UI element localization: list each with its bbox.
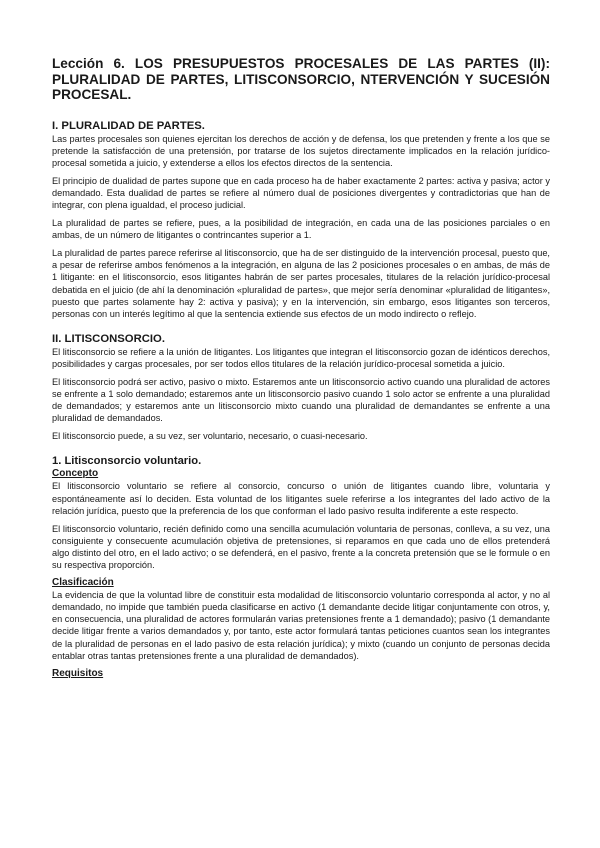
paragraph: La pluralidad de partes parece referirse al litisconsorcio, que ha de ser distinguido de la intervención procesal, puesto que, a pesar de referirse ambos fenómenos a la integración, en alguna de las 2 posiciones procesales o en ambas, de más de 1 litigante: en el litisconsorcio, esos litigantes habrán de ser partes procesales, titulares de la relación jurídico-procesal debatida en el juicio (de ahí la denominación «pluralidad de partes», que mejor sería denominar «pluralidad de litigantes», puesto que partes solamente hay 2: activa y pasiva); y en la intervención, sin embargo, esos litigantes son terceros, personas con un interés legítimo al que la sentencia extiende sus efectos de un modo indirecto o reflejo. (52, 248, 550, 319)
subsection-heading-voluntario: 1. Litisconsorcio voluntario. (52, 455, 202, 468)
section-heading-pluralidad: I. PLURALIDAD DE PARTES. (52, 119, 205, 132)
paragraph: Las partes procesales son quienes ejercitan los derechos de acción y de defensa, los que pretenden y frente a los que se pretende la satisfacción de una pretensión, por tratarse de los sujetos directamente implicados en la relación jurídico-procesal sometida a juicio, y extenderse a ellos los efectos directos de la sentencia. (52, 133, 550, 168)
paragraph: La evidencia de que la voluntad libre de constituir esta modalidad de litisconsorcio voluntario corresponda al actor, y no al demandado, no impide que también pueda clasificarse en activo (1 demandante decide litigar conjuntamente con otros, y, en consecuencia, una pluralidad de actores formularán varias pretensiones frente a 1 demandado); pasivo (1 demandante decide litigar frente a varios demandados y, por tanto, este actor formulará tantas peticiones cuantos sean los integrantes de la pluralidad de personas en el lado pasivo de esta relación jurídica); y mixto (cuando un conjunto de personas decida entablar otras tantas pretensiones frente a una pluralidad de demandados). (52, 590, 550, 661)
paragraph: La pluralidad de partes se refiere, pues, a la posibilidad de integración, en cada una de las posiciones parciales o en ambas, de un número de litigantes o contrincantes superior a 1. (52, 218, 550, 241)
paragraph: El litisconsorcio puede, a su vez, ser voluntario, necesario, o cuasi-necesario. (52, 431, 368, 442)
paragraph: El litisconsorcio podrá ser activo, pasivo o mixto. Estaremos ante un litisconsorcio activo cuando una pluralidad de actores se enfrente a 1 solo demandado; estaremos ante un litisconsorcio pasivo cuando 1 solo actor se enfrente a una pluralidad de demandados; y estaremos ante un litisconsorcio mixto cuando una pluralidad de demandantes se enfrente a una pluralidad de demandados. (52, 377, 550, 424)
lesson-title: Lección 6. LOS PRESUPUESTOS PROCESALES DE LAS PARTES (II): PLURALIDAD DE PARTES, LITISCONSORCIO, NTERVENCIÓN Y SUCESIÓN PROCESAL. (52, 56, 550, 102)
clasificacion-heading: Clasificación (52, 577, 114, 589)
requisitos-heading: Requisitos (52, 667, 104, 679)
paragraph: El litisconsorcio voluntario, recién definido como una sencilla acumulación voluntaria de personas, conlleva, a su vez, una consiguiente y consecuente acumulación objetiva de pretensiones, si reparamos en que cada uno de ellos pretenderá algo distinto del otro, en el lado activo; o se defenderá, en el pasivo, frente a la concreta pretensión que se le formule o en su respectiva proporción. (52, 523, 550, 571)
paragraph: El principio de dualidad de partes supone que en cada proceso ha de haber exactamente 2 partes: activa y pasiva; actor y demandado. Esta dualidad de partes se refiere al número dual de posiciones divergentes y contradictorias que han de integrar, con plena igualdad, el proceso judicial. (52, 175, 550, 210)
concepto-heading: Concepto (52, 468, 99, 480)
paragraph: El litisconsorcio voluntario se refiere al consorcio, concurso o unión de litigantes cuando libre, voluntaria y espontáneamente así lo deciden. Esta voluntad de los litigantes suele referirse a los integrantes del lado activo de la relación jurídica, puesto que la preferencia de los que conforman el lado pasivo resulta indiferente a este respecto. (52, 481, 550, 516)
paragraph: El litisconsorcio se refiere a la unión de litigantes. Los litigantes que integran el litisconsorcio gozan de idénticos derechos, posibilidades y cargas procesales, por ser todos ellos titulares de la relación jurídico-procesal sometida a juicio. (52, 346, 550, 369)
section-heading-litisconsorcio: II. LITISCONSORCIO. (52, 332, 165, 345)
